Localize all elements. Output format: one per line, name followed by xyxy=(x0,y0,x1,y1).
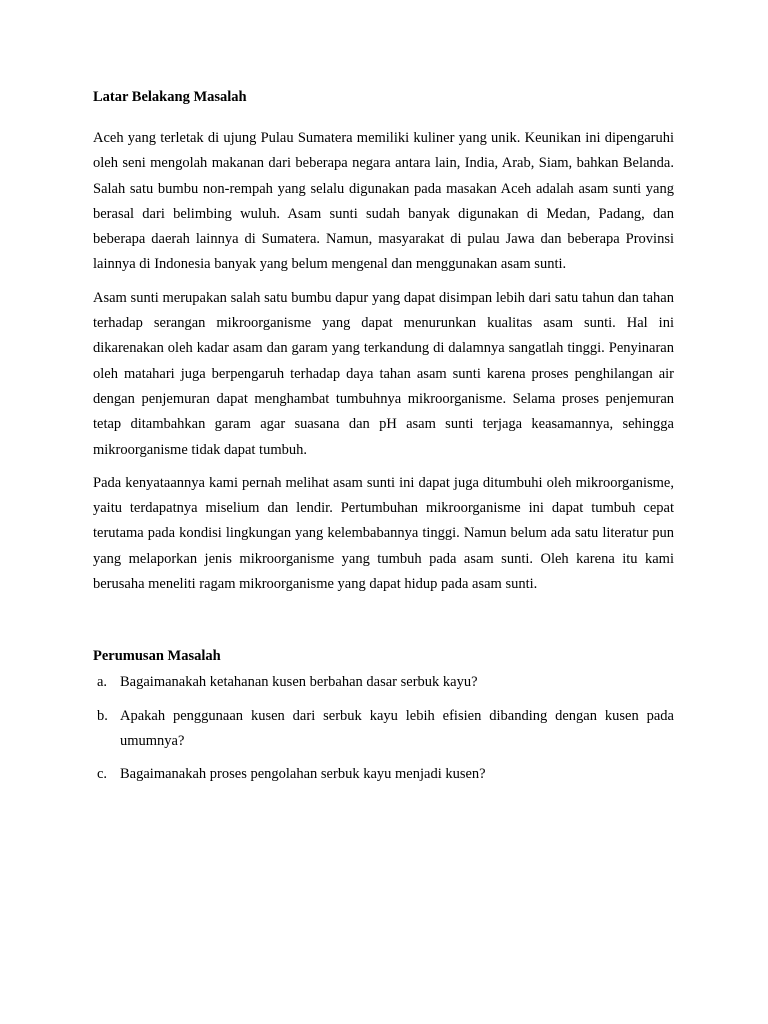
paragraph: Aceh yang terletak di ujung Pulau Sumatera memiliki kuliner yang unik. Keunikan ini dipengaruhi oleh seni mengolah makanan dari beberapa negara antara lain, India, Arab, Siam, bahkan Belanda. Salah satu bumbu non-rempah yang selalu digunakan pada masakan Aceh adalah asam sunti yang berasal dari belimbing wuluh. Asam sunti sudah banyak digunakan di Medan, Padang, dan beberapa daerah lainnya di Sumatera. Namun, masyarakat di pulau Jawa dan beberapa Provinsi lainnya di Indonesia banyak yang belum mengenal dan menggunakan asam sunti. xyxy=(93,130,674,273)
list-item xyxy=(93,670,674,695)
section-heading-latar-belakang: Latar Belakang Masalah xyxy=(93,89,247,105)
document-body xyxy=(93,85,674,796)
list-marker: c. xyxy=(97,766,108,783)
paragraph: Pada kenyataannya kami pernah melihat asam sunti ini dapat juga ditumbuhi oleh mikroorganisme, yaitu terdapatnya miselium dan lendir. Pertumbuhan mikroorganisme ini dapat tumbuh cepat terutama pada kondisi lingkungan yang kelembabannya tinggi. Namun belum ada satu literatur pun yang melaporkan jenis mikroorganisme yang tumbuh pada asam sunti. Oleh karena itu kami berusaha meneliti ragam mikroorganisme yang dapat hidup pada asam sunti. xyxy=(93,474,674,593)
paragraph: Asam sunti merupakan salah satu bumbu dapur yang dapat disimpan lebih dari satu tahun dan tahan terhadap serangan mikroorganisme yang dapat menurunkan kualitas asam sunti. Hal ini dikarenakan oleh kadar asam dan garam yang terkandung di dalamnya sangatlah tinggi. Penyinaran oleh matahari juga berpengaruh terhadap daya tahan asam sunti karena proses penghilangan air dengan penjemuran dapat menghambat tumbuhnya mikroorganisme. Selama proses penjemuran tetap ditambahkan garam agar suasana dan pH asam sunti terjaga keasamannya, sehingga mikroorganisme tidak dapat tumbuh. xyxy=(93,289,674,458)
list-marker: a. xyxy=(97,674,108,691)
list-item-text: Bagaimanakah proses pengolahan serbuk kayu menjadi kusen? xyxy=(120,766,486,783)
section-heading-perumusan-masalah: Perumusan Masalah xyxy=(93,648,221,665)
list-marker: b. xyxy=(97,707,108,724)
list-item xyxy=(93,762,674,787)
list-item-text: Apakah penggunaan kusen dari serbuk kayu lebih efisien dibanding dengan kusen pada umumnya? xyxy=(120,707,674,749)
problem-list xyxy=(93,670,674,787)
list-item-text: Bagaimanakah ketahanan kusen berbahan dasar serbuk kayu? xyxy=(120,674,478,691)
list-item xyxy=(93,704,674,755)
